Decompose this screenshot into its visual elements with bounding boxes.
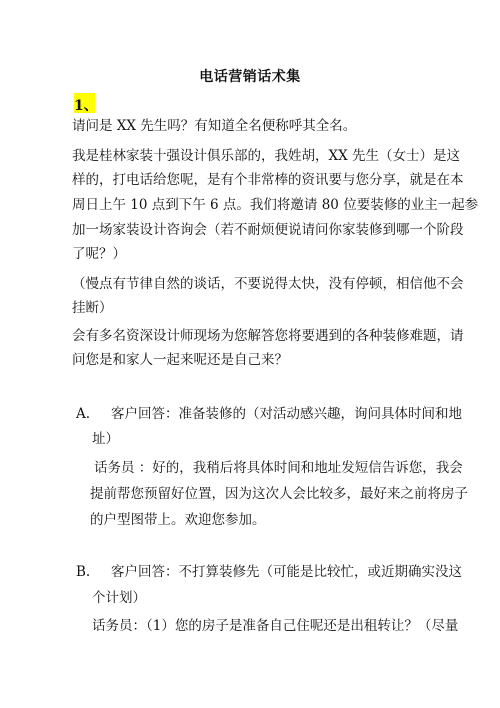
agent-reply-line: 的户型图带上。欢迎您参加。	[90, 512, 266, 528]
option-b-letter: B.	[76, 564, 91, 580]
paragraph-line: 挂断）	[72, 300, 113, 316]
agent-reply-line: 话务员 ：好的，我稍后将具体时间和地址发短信告诉您，我会	[94, 460, 463, 476]
paragraph-line: （慢点有节律自然的谈话，不要说得太快，没有停顿，相信他不会	[72, 276, 464, 292]
agent-reply-line: 提前帮您预留好位置，因为这次人会比较多，最好来之前将房子	[90, 486, 468, 502]
option-a-letter: A.	[76, 406, 91, 422]
document-title: 电话营销话术集	[199, 69, 301, 85]
paragraph-line: 请问是 XX 先生吗？有知道全名便称呼其全名。	[72, 118, 357, 134]
paragraph-line: 问您是和家人一起来呢还是自己来？	[72, 352, 288, 368]
paragraph-line: 会有多名资深设计师现场为您解答您将要遇到的各种装修难题，请	[72, 328, 464, 344]
paragraph-line: 加一场家装设计咨询会（若不耐烦便说请问你家装修到哪一个阶段	[72, 222, 464, 238]
option-b-line: 个计划）	[92, 590, 146, 606]
agent-reply-line: 话务员：（1）您的房子是准备自己住呢还是出租转让？（尽量	[92, 618, 459, 634]
paragraph-line: 我是桂林家装十强设计俱乐部的，我姓胡，XX 先生（女士）是这	[72, 148, 461, 164]
paragraph-line: 了呢？）	[72, 246, 126, 262]
section-number: 1、	[74, 98, 98, 114]
paragraph-line: 样的，打电话给您呢，是有个非常棒的资讯要与您分享，就是在本	[72, 172, 464, 188]
option-a-line: 址）	[92, 431, 119, 447]
paragraph-line: 周日上午 10 点到下午 6 点。我们将邀请 80 位要装修的业主一起参	[72, 197, 479, 213]
option-b-line: 客户回答：不打算装修先（可能是比较忙，或近期确实没这	[111, 564, 462, 580]
option-a-line: 客户回答：准备装修的（对活动感兴趣，询问具体时间和地	[111, 406, 462, 422]
